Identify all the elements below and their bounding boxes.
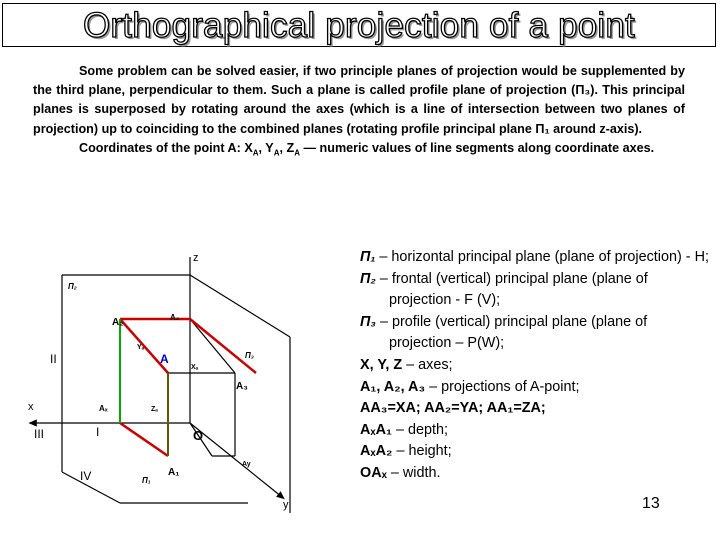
axis-label-y: y <box>283 499 289 511</box>
point-label-a3: A₃ <box>236 381 248 392</box>
quadrant-label-ii: II <box>50 352 57 366</box>
legend-text: – width. <box>386 464 441 481</box>
coord-sep-y: , Y <box>258 140 274 155</box>
legend-text: – depth; <box>392 421 449 438</box>
legend-term: AₓA₁ <box>360 421 393 438</box>
point-label-ay: Ay <box>242 461 251 468</box>
point-label-ax: Aₓ <box>99 404 108 413</box>
y-axis <box>190 423 282 497</box>
legend-text: – height; <box>392 443 452 460</box>
origin-label: O <box>193 428 204 443</box>
legend-item-equalities <box>360 398 710 420</box>
legend-text: – horizontal principal plane (plane of projection) - H; <box>375 249 709 265</box>
legend-list <box>360 247 710 485</box>
projection-diagram <box>20 245 320 520</box>
title-box <box>2 3 716 47</box>
legend-item-pi1 <box>360 247 710 269</box>
coord-tail: — numeric values of line segments along coordinate axes. <box>299 140 655 155</box>
legend-item-pi3 <box>360 312 710 355</box>
red-line-z-a3 <box>190 319 256 373</box>
plane-label-pi3: Π₃ <box>245 351 254 360</box>
point-label-a1: A₁ <box>168 467 180 478</box>
plane-label-pi1: Π₁ <box>142 476 151 485</box>
point-label-a: A <box>160 352 169 366</box>
legend-term: A₁, A₂, A₃ <box>360 378 426 395</box>
intro-paragraph-1: Some problem can be solved easier, if two principle planes of projection would be supplemented by the third plane, perpendicular to them. Such a plane is called profile plane of projection (Π₃). This principal planes is superposed by rotating around the axes (which is a line of intersection between two planes of projection) up to coinciding to the combined planes (rotating profile principal plane Π₁ around z-axis). <box>33 64 685 136</box>
plane-edge-profile-top <box>190 275 290 337</box>
legend-item-width <box>360 463 710 485</box>
legend-term: AA₃=XA; AA₂=YA; AA₁=ZA; <box>360 400 546 417</box>
axis-label-x: x <box>28 401 34 413</box>
legend-term: П₃ <box>360 313 376 330</box>
quadrant-label-iv: IV <box>80 469 92 483</box>
quadrant-label-i: I <box>96 425 100 439</box>
legend-item-pi2 <box>360 269 710 312</box>
legend-term: П₁ <box>360 249 376 265</box>
coord-sub-x: A <box>252 148 259 158</box>
legend-term: AₓA₂ <box>360 443 393 460</box>
legend-term: П₂ <box>360 270 376 287</box>
quadrant-label-iii: III <box>34 427 45 441</box>
intro-paragraph-2 <box>33 139 685 163</box>
legend-item-axes <box>360 355 710 377</box>
point-label-za: Zₐ <box>151 406 158 413</box>
axis-label-z: z <box>193 252 199 264</box>
page-number: 13 <box>642 495 660 512</box>
point-label-ya: Yₐ <box>137 344 145 351</box>
coord-sep-z: , Z <box>279 140 295 155</box>
legend-item-projections <box>360 377 710 399</box>
legend-item-depth <box>360 420 710 442</box>
red-line-ax-a1 <box>120 423 168 456</box>
legend-term: X, Y, Z <box>360 356 403 373</box>
legend-item-height <box>360 441 710 463</box>
legend-term: OAₓ <box>360 464 387 481</box>
plane-label-pi2: Π₂ <box>68 282 77 291</box>
intro-text <box>33 62 685 163</box>
coord-sub-z: A <box>294 148 300 158</box>
point-label-az: A₂ <box>170 313 180 322</box>
legend-text: – axes; <box>402 356 453 373</box>
legend-text: – profile (vertical) principal plane (plane of projection – P(W); <box>375 313 648 352</box>
legend-text: – frontal (vertical) principal plane (plane of projection - F (V); <box>375 270 648 309</box>
coord-sub-y: A <box>273 148 280 158</box>
coord-lead: Coordinates of the point A: X <box>79 140 253 155</box>
point-label-xa: Xₐ <box>191 364 199 371</box>
legend-text: – projections of A-point; <box>425 378 580 395</box>
point-label-a2: A₂ <box>112 317 124 328</box>
slide-title: Orthographical projection of a point <box>83 6 635 45</box>
